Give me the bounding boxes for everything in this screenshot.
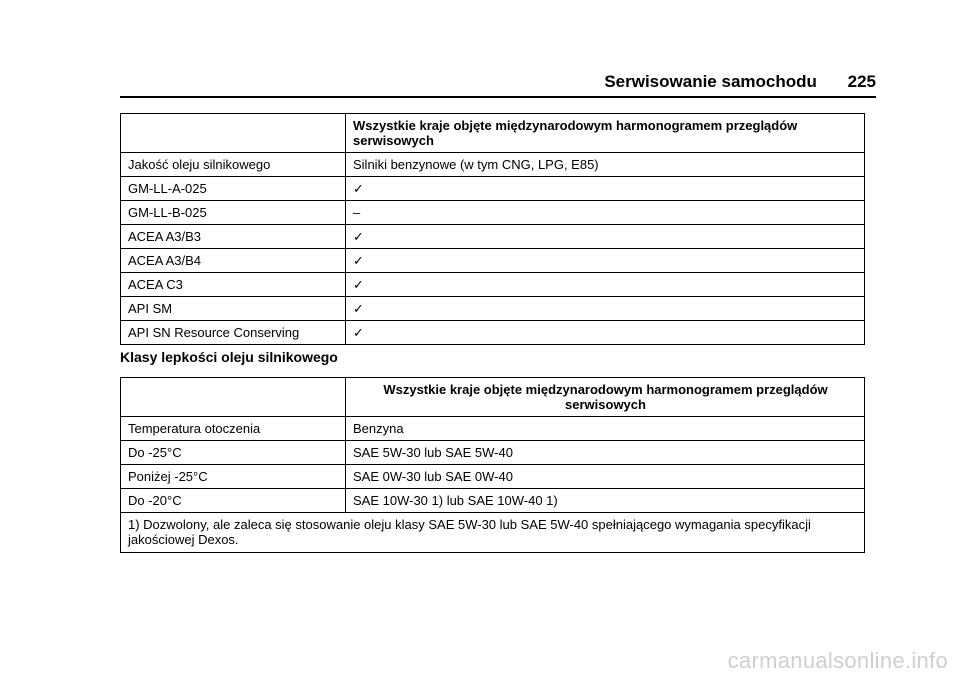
table-cell: SAE 5W-30 lub SAE 5W-40 xyxy=(346,441,865,465)
page-number: 225 xyxy=(847,72,876,91)
table-header-cell: Wszystkie kraje objęte międzynarodowym harmonogramem przeglądów serwisowych xyxy=(346,378,865,417)
table-header-row xyxy=(121,114,865,153)
table-cell: ACEA A3/B4 xyxy=(121,249,346,273)
section-title: Klasy lepkości oleju silnikowego xyxy=(120,349,338,365)
table-cell: ACEA A3/B3 xyxy=(121,225,346,249)
viscosity-table xyxy=(120,377,865,553)
table-cell: Silniki benzynowe (w tym CNG, LPG, E85) xyxy=(346,153,865,177)
table-cell: Poniżej -25°C xyxy=(121,465,346,489)
table-header-empty-cell xyxy=(121,114,346,153)
table-cell: API SM xyxy=(121,297,346,321)
table-cell: ✓ xyxy=(346,177,865,201)
table-row xyxy=(121,225,865,249)
oil-quality-table xyxy=(120,113,865,345)
table-row xyxy=(121,201,865,225)
table-header-cell: Wszystkie kraje objęte międzynarodowym harmonogramem przeglądów serwisowych xyxy=(346,114,865,153)
table-cell: ✓ xyxy=(346,297,865,321)
watermark: carmanualsonline.info xyxy=(727,648,948,673)
table-cell: Benzyna xyxy=(346,417,865,441)
table-subheader-row xyxy=(121,417,865,441)
table-cell: Temperatura otoczenia xyxy=(121,417,346,441)
table-footnote-row xyxy=(121,513,865,553)
table-header-empty-cell xyxy=(121,378,346,417)
table-cell: ✓ xyxy=(346,249,865,273)
table-cell: ✓ xyxy=(346,321,865,345)
table-cell: Do -20°C xyxy=(121,489,346,513)
table-cell: – xyxy=(346,201,865,225)
table-row xyxy=(121,465,865,489)
table-cell: SAE 10W-30 1) lub SAE 10W-40 1) xyxy=(346,489,865,513)
table-row xyxy=(121,273,865,297)
table-row xyxy=(121,177,865,201)
table-row xyxy=(121,249,865,273)
table-cell: ✓ xyxy=(346,225,865,249)
table-cell: Jakość oleju silnikowego xyxy=(121,153,346,177)
table-header-row xyxy=(121,378,865,417)
page-title: Serwisowanie samochodu xyxy=(604,72,817,91)
page-header xyxy=(120,72,876,98)
table-subheader-row xyxy=(121,153,865,177)
table-cell: GM-LL-B-025 xyxy=(121,201,346,225)
table-footnote: 1) Dozwolony, ale zaleca się stosowanie oleju klasy SAE 5W-30 lub SAE 5W-40 spełniającego wymagania specyfikacji jakościowej Dexos. xyxy=(121,513,865,553)
table-row xyxy=(121,321,865,345)
table-cell: SAE 0W-30 lub SAE 0W-40 xyxy=(346,465,865,489)
table-row xyxy=(121,441,865,465)
table-row xyxy=(121,297,865,321)
table-cell: API SN Resource Conserving xyxy=(121,321,346,345)
table-cell: GM-LL-A-025 xyxy=(121,177,346,201)
table-cell: Do -25°C xyxy=(121,441,346,465)
table-cell: ✓ xyxy=(346,273,865,297)
table-cell: ACEA C3 xyxy=(121,273,346,297)
table-row xyxy=(121,489,865,513)
